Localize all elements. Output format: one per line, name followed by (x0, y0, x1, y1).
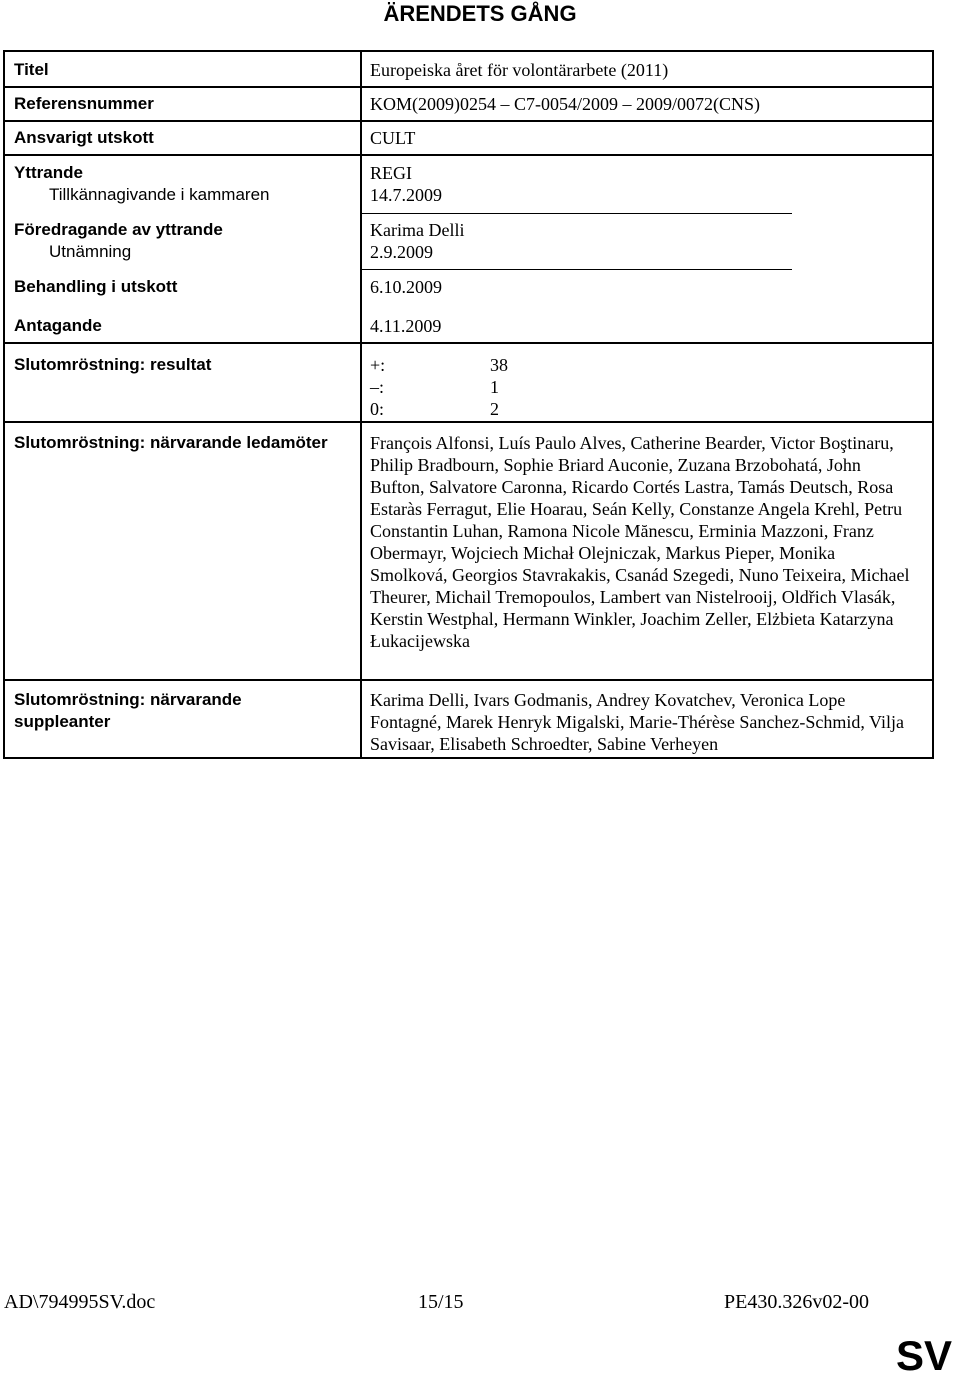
row-divider (5, 679, 932, 681)
referens-label: Referensnummer (14, 94, 154, 113)
yttrande-date: 14.7.2009 (370, 185, 442, 205)
row-divider (5, 421, 932, 423)
foredragande-date: 2.9.2009 (370, 242, 433, 262)
vote-count: 2 (490, 399, 499, 419)
suppleanter-label: Slutomröstning: närvarande suppleanter (14, 690, 242, 731)
footer-reference: PE430.326v02-00 (724, 1291, 869, 1313)
foredragande-value (370, 219, 920, 263)
vote-count: 38 (490, 355, 508, 375)
footer-doc-name: AD\794995SV.doc (4, 1291, 156, 1313)
row-divider (5, 86, 932, 88)
ledamoter-value: François Alfonsi, Luís Paulo Alves, Catherine Bearder, Victor Boştinaru, Philip Bradbourn, Sophie Briard Auconie, Zuzana Brzobohatá, John Bufton, Salvatore Caronna, Ricardo Cortés Lastra, Tamás Deutsch, Rosa Estaràs Ferragut, Elie Hoarau, Seán Kelly, Constanze Angela Krehl, Petru Constantin Luhan, Ramona Nicole Mănescu, Erminia Mazzoni, Franz Obermayr, Wojciech Michał Olejniczak, Markus Pieper, Monika Smolková, Georgios Stavrakakis, Csanád Szegedi, Nuno Teixeira, Michael Theurer, Michail Tremopoulos, Lambert van Nistelrooij, Oldřich Vlasák, Kerstin Westphal, Hermann Winkler, Joachim Zeller, Elżbieta Katarzyna Łukacijewska (370, 433, 910, 651)
foredragande-sublabel: Utnämning (49, 242, 132, 261)
ledamoter-label: Slutomröstning: närvarande ledamöter (14, 433, 328, 452)
footer-page-number: 15/15 (418, 1291, 464, 1313)
foredragande-label (14, 219, 354, 263)
vote-symbol: +: (370, 355, 386, 375)
vote-row-abstain (370, 398, 570, 420)
titel-label: Titel (14, 60, 49, 79)
row-divider (5, 120, 932, 122)
suppleanter-value: Karima Delli, Ivars Godmanis, Andrey Kovatchev, Veronica Lope Fontagné, Marek Henryk Migalski, Marie-Thérèse Sanchez-Schmid, Vilja Savisaar, Elisabeth Schroedter, Sabine Verheyen (370, 690, 904, 754)
foredragande-title: Föredragande av yttrande (14, 220, 223, 239)
vote-row-for (370, 354, 570, 376)
resultat-label: Slutomröstning: resultat (14, 355, 212, 374)
vote-symbol: 0: (370, 399, 385, 419)
row-divider-partial (362, 269, 792, 270)
vote-symbol: –: (370, 377, 385, 397)
yttrande-title: Yttrande (14, 163, 83, 182)
row-divider (5, 154, 932, 156)
yttrande-label (14, 162, 354, 206)
antagande-value: 4.11.2009 (370, 316, 442, 336)
page-heading: ÄRENDETS GÅNG (383, 1, 577, 26)
vote-count: 1 (490, 377, 499, 397)
antagande-label: Antagande (14, 316, 102, 335)
behandling-value: 6.10.2009 (370, 277, 442, 297)
behandling-label: Behandling i utskott (14, 277, 178, 296)
language-code: SV (896, 1332, 953, 1379)
ansvarigt-value: CULT (370, 128, 416, 148)
resultat-votes (370, 354, 570, 420)
referens-value: KOM(2009)0254 – C7-0054/2009 – 2009/0072(CNS) (370, 94, 760, 114)
row-divider-partial (362, 213, 792, 214)
vote-row-against (370, 376, 570, 398)
yttrande-value (370, 162, 920, 206)
column-divider (360, 52, 362, 757)
foredragande-name: Karima Delli (370, 220, 465, 240)
yttrande-sublabel: Tillkännagivande i kammaren (49, 185, 270, 204)
yttrande-committee: REGI (370, 163, 412, 183)
titel-value: Europeiska året för volontärarbete (2011) (370, 60, 669, 80)
ansvarigt-label: Ansvarigt utskott (14, 128, 154, 147)
procedure-table (3, 50, 934, 759)
row-divider (5, 342, 932, 344)
